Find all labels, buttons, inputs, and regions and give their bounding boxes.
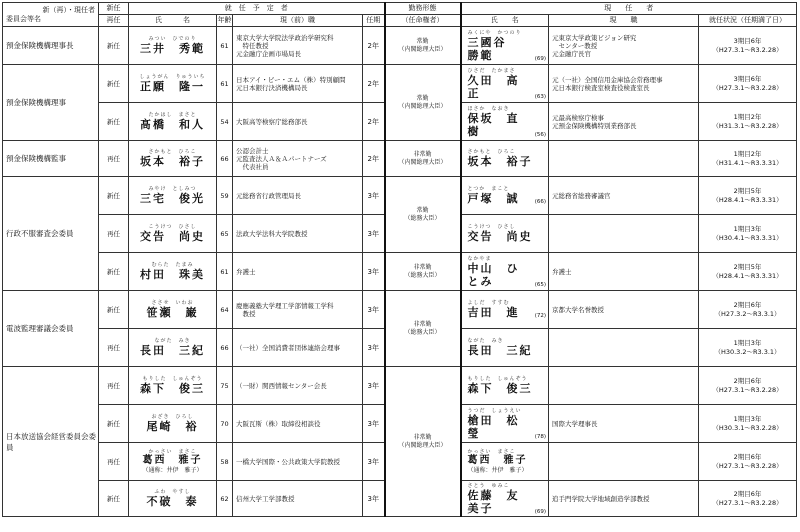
- incumbent-status: 2期目6年 （H27.3.2〜R3.3.1）: [699, 291, 797, 329]
- appointment-status: 新任: [99, 103, 129, 141]
- nominee-age: 58: [217, 443, 233, 481]
- nominee-career: 弁護士: [233, 253, 363, 291]
- status2-header: 再任: [99, 15, 129, 27]
- employment-type: 常勤 （内閣総理大臣）: [385, 27, 461, 65]
- employment-header: 勤務形態: [385, 3, 461, 15]
- nominee-kana: たかはし まさと: [148, 112, 197, 118]
- nominee-name: 不破 泰: [146, 495, 199, 508]
- incumbent-status: 2期目6年 （H27.3.1〜R3.2.28）: [699, 481, 797, 517]
- nominee-name: 正願 隆一: [140, 80, 205, 93]
- term-length: 3年: [363, 253, 385, 291]
- nominee-age: 61: [217, 65, 233, 103]
- incumbent-status: 2期目6年 （H27.3.1〜R3.2.28）: [699, 367, 797, 405]
- position-name: 預金保険機構監事: [3, 141, 99, 177]
- appointment-status: 新任: [99, 65, 129, 103]
- incumbent-status: 3期目6年 （H27.3.1〜R3.2.28）: [699, 27, 797, 65]
- nominee-kana: ふわ やすし: [154, 489, 191, 495]
- appointment-status: 再任: [99, 141, 129, 177]
- incumbent-kana: よしだ すすむ: [467, 300, 510, 306]
- incumbent-age: (78): [534, 433, 546, 440]
- nominee-name-cell: [129, 329, 217, 367]
- table-row: [3, 27, 797, 65]
- nominee-career: 大阪高等検察庁総務部長: [233, 103, 363, 141]
- incumbent-career: 弁護士: [549, 253, 699, 291]
- nominee-name: 交告 尚史: [140, 230, 205, 243]
- nominee-name: 村田 珠美: [140, 268, 205, 281]
- incumbent-kana: とつか まこと: [467, 186, 510, 192]
- nominee-alias: （通称：井伊 雅子）: [142, 467, 203, 474]
- term-header: 任期: [363, 15, 385, 27]
- employment-type: 非常勤 （総務大臣）: [385, 291, 461, 367]
- nominee-age: 64: [217, 291, 233, 329]
- incumbent-name: 中山 ひとみ: [467, 261, 520, 288]
- nominee-group-header: 就 任 予 定 者: [129, 3, 385, 15]
- nominee-kana: ながた みき: [154, 338, 191, 344]
- appointment-status: 再任: [99, 443, 129, 481]
- incumbent-career: 元最高検察庁検事 元預金保険機構特別業務部長: [549, 103, 699, 141]
- incumbent-name: 戸塚 誠: [467, 192, 520, 205]
- nominee-career: 日本アイ・ビー・エム（株）特別顧問 元日本銀行決済機構局長: [233, 65, 363, 103]
- incumbent-name-cell: [461, 27, 549, 65]
- incumbent-age: (69): [534, 55, 546, 62]
- nominee-name-cell: [129, 443, 217, 481]
- nominee-age: 54: [217, 103, 233, 141]
- incumbent-status: 1期目3年 （H30.3.2〜R3.3.1）: [699, 329, 797, 367]
- incumbent-name: 久田 高正: [467, 73, 520, 100]
- incumbent-name: 交告 尚史: [467, 230, 533, 243]
- nominee-name-cell: [129, 177, 217, 215]
- nominee-age: 66: [217, 329, 233, 367]
- status-header: 新任: [99, 3, 129, 15]
- appointment-status: 新任: [99, 405, 129, 443]
- incumbent-status: 1期目3年 （H30.3.1〜R3.2.28）: [699, 405, 797, 443]
- incumbent-status: 1期目3年 （H30.4.1〜R3.3.31）: [699, 215, 797, 253]
- incumbent-kana: ながた みき: [467, 338, 504, 344]
- incumbent-age: (66): [534, 199, 546, 205]
- nominee-name: 髙橋 和人: [140, 118, 205, 131]
- incumbent-career: 元総務省総務審議官: [549, 177, 699, 215]
- appointments-table: [2, 2, 797, 517]
- nominee-career: 一橋大学国際・公共政策大学院教授: [233, 443, 363, 481]
- nominee-age: 65: [217, 215, 233, 253]
- incumbent-name-cell: [461, 141, 549, 177]
- appointment-status: 再任: [99, 367, 129, 405]
- incumbent-status: 1期目2年 （H31.4.1〜R3.3.31）: [699, 141, 797, 177]
- table-row: [3, 253, 797, 291]
- nominee-name: 長田 三紀: [140, 344, 205, 357]
- career-header: 現（前）職: [233, 15, 363, 27]
- incumbent-group-header: 現 任 者: [461, 3, 797, 15]
- term-length: 3年: [363, 329, 385, 367]
- employment-type: 常勤 （内閣総理大臣）: [385, 65, 461, 141]
- incumbent-kana: かっさい まさこ: [467, 449, 516, 455]
- table-row: [3, 177, 797, 215]
- incumbent-status-header: 就任状況（任期満了日）: [699, 15, 797, 27]
- nominee-name-cell: [129, 253, 217, 291]
- nominee-name: 尾崎 裕: [146, 420, 199, 433]
- appointment-status: 新任: [99, 177, 129, 215]
- term-length: 3年: [363, 291, 385, 329]
- incumbent-name-cell: [461, 177, 549, 215]
- incumbent-status: 2期目5年 （H28.4.1〜R3.3.31）: [699, 253, 797, 291]
- appointment-status: 再任: [99, 329, 129, 367]
- incumbent-kana: なかやま: [467, 255, 492, 262]
- incumbent-career: 元（一社）全国信用金庫協会常務理事 元日本銀行検査室検査役検査室長: [549, 65, 699, 103]
- position-name: 電波監理審議会委員: [3, 291, 99, 367]
- position-name: 日本放送協会経営委員会委員: [3, 367, 99, 517]
- incumbent-name-cell: [461, 405, 549, 443]
- nominee-age: 70: [217, 405, 233, 443]
- incumbent-kana: さかもと ひろこ: [467, 149, 516, 155]
- nominee-kana: おざき ひろし: [151, 414, 194, 420]
- nominee-name-cell: [129, 65, 217, 103]
- incumbent-kana: ひさだ たかまさ: [467, 67, 516, 74]
- incumbent-name: 長田 三紀: [467, 344, 533, 357]
- nominee-age: 61: [217, 253, 233, 291]
- nominee-name: 三宅 俊光: [140, 192, 205, 205]
- position-name: 行政不服審査会委員: [3, 177, 99, 291]
- nominee-career: 信州大学工学部教授: [233, 481, 363, 517]
- nominee-kana: もりした しゅんぞう: [142, 376, 203, 382]
- nominee-name-cell: [129, 215, 217, 253]
- appointment-status: 新任: [99, 291, 129, 329]
- incumbent-name: 槍田 松瑩: [467, 413, 520, 440]
- incumbent-kana: ほさか なおき: [467, 105, 510, 112]
- incumbent-name-cell: [461, 329, 549, 367]
- incumbent-name-cell: [461, 481, 549, 517]
- incumbent-alias: （通称：井伊 雅子）: [467, 467, 528, 474]
- nominee-career: （一社）全国消費者団体連絡会理事: [233, 329, 363, 367]
- incumbent-name: 森下 俊三: [467, 382, 533, 395]
- incumbent-kana: こうけつ ひさし: [467, 224, 516, 230]
- nominee-career: 大阪瓦斯（株）取締役相談役: [233, 405, 363, 443]
- term-length: 2年: [363, 65, 385, 103]
- employment-type: 常勤 （総務大臣）: [385, 177, 461, 253]
- incumbent-name-cell: [461, 103, 549, 141]
- nominee-kana: しょうがん りゅういち: [139, 74, 206, 80]
- position-name: 預金保険機構理事長: [3, 27, 99, 65]
- nominee-career: 公認会計士 元監査法人Ａ＆Ａパートナーズ 代表社員: [233, 141, 363, 177]
- incumbent-career: [549, 443, 699, 481]
- incumbent-kana: うつだ しょうえい: [467, 407, 522, 414]
- nominee-name: 笹瀬 巌: [146, 306, 199, 319]
- incumbent-career-header: 現 職: [549, 15, 699, 27]
- nominee-name-cell: [129, 291, 217, 329]
- age-header: 年齢: [217, 15, 233, 27]
- nominee-age: 61: [217, 27, 233, 65]
- nominee-kana: さかもと ひろこ: [148, 149, 197, 155]
- incumbent-name-header: 氏 名: [461, 15, 549, 27]
- incumbent-age: (69): [534, 508, 546, 515]
- appointer-header: （任命権者）: [385, 15, 461, 27]
- nominee-career: （一財）関西情報センター会長: [233, 367, 363, 405]
- table-row: [3, 141, 797, 177]
- nominee-career: 法政大学法科大学院教授: [233, 215, 363, 253]
- table-row: [3, 367, 797, 405]
- incumbent-career: [549, 367, 699, 405]
- nominee-kana: むらた たまみ: [151, 262, 194, 268]
- nominee-career: 東京大学大学院法学政治学研究科 特任教授 元金融庁企画市場局長: [233, 27, 363, 65]
- incumbent-career: 追手門学院大学地域創造学部教授: [549, 481, 699, 517]
- term-length: 3年: [363, 481, 385, 517]
- table-row: [3, 65, 797, 103]
- nominee-name-cell: [129, 481, 217, 517]
- nominee-kana: こうけつ ひさし: [148, 224, 197, 230]
- nominee-name-cell: [129, 27, 217, 65]
- incumbent-career: 京都大学名誉教授: [549, 291, 699, 329]
- incumbent-name: 保坂 直樹: [467, 111, 520, 138]
- nominee-kana: みつい ひでのり: [148, 36, 197, 42]
- nominee-age: 62: [217, 481, 233, 517]
- corner-header: 新（再）・現任者 委員会等名: [3, 3, 99, 27]
- incumbent-name: 吉田 進: [467, 306, 520, 319]
- nominee-name-cell: [129, 405, 217, 443]
- table-row: [3, 291, 797, 329]
- employment-type: 非常勤 （内閣総理大臣）: [385, 141, 461, 177]
- incumbent-name-cell: [461, 367, 549, 405]
- incumbent-career: 元東京大学政策ビジョン研究 センター教授 元金融庁長官: [549, 27, 699, 65]
- term-length: 3年: [363, 405, 385, 443]
- incumbent-kana: さとう ゆみこ: [467, 482, 510, 489]
- incumbent-career: [549, 215, 699, 253]
- nominee-kana: かっさい まさこ: [148, 449, 197, 455]
- nominee-name-cell: [129, 367, 217, 405]
- incumbent-name: 佐藤 友美子: [467, 488, 520, 515]
- incumbent-status: 2期目5年 （H28.4.1〜R3.3.31）: [699, 177, 797, 215]
- employment-type: 非常勤 （内閣総理大臣）: [385, 367, 461, 517]
- appointment-status: 新任: [99, 253, 129, 291]
- appointment-status: 新任: [99, 27, 129, 65]
- incumbent-career: [549, 141, 699, 177]
- incumbent-age: (72): [534, 313, 546, 319]
- nominee-name: 坂本 裕子: [140, 155, 205, 168]
- nominee-name-cell: [129, 141, 217, 177]
- employment-type: 非常勤 （総務大臣）: [385, 253, 461, 291]
- position-name: 預金保険機構理事: [3, 65, 99, 141]
- incumbent-name: 葛西 雅子: [467, 455, 528, 466]
- name-header: 氏 名: [129, 15, 217, 27]
- incumbent-name-cell: [461, 291, 549, 329]
- nominee-name: 葛西 雅子: [142, 455, 203, 466]
- incumbent-name: 三國谷 勝範: [467, 35, 520, 62]
- nominee-name: 森下 俊三: [140, 382, 205, 395]
- term-length: 3年: [363, 177, 385, 215]
- incumbent-status: 2期目6年 （H27.3.1〜R3.2.28）: [699, 443, 797, 481]
- nominee-kana: ささせ いわお: [151, 300, 194, 306]
- incumbent-age: (56): [534, 131, 546, 138]
- incumbent-age: (63): [534, 93, 546, 100]
- incumbent-name-cell: [461, 215, 549, 253]
- incumbent-status: 3期目6年 （H27.3.1〜R3.2.28）: [699, 65, 797, 103]
- nominee-name-cell: [129, 103, 217, 141]
- nominee-kana: みやけ としみつ: [148, 186, 197, 192]
- term-length: 3年: [363, 215, 385, 253]
- term-length: 2年: [363, 27, 385, 65]
- incumbent-career: 国際大学理事長: [549, 405, 699, 443]
- term-length: 3年: [363, 443, 385, 481]
- nominee-age: 59: [217, 177, 233, 215]
- incumbent-kana: もりした しゅんぞう: [467, 376, 528, 382]
- term-length: 2年: [363, 103, 385, 141]
- term-length: 3年: [363, 367, 385, 405]
- incumbent-name-cell: [461, 443, 549, 481]
- nominee-age: 75: [217, 367, 233, 405]
- nominee-name: 三井 秀範: [140, 42, 205, 55]
- appointment-status: 再任: [99, 215, 129, 253]
- incumbent-status: 1期目2年 （H31.3.1〜R3.2.28）: [699, 103, 797, 141]
- incumbent-name-cell: [461, 253, 549, 291]
- nominee-age: 66: [217, 141, 233, 177]
- incumbent-kana: みくにや かつのり: [467, 29, 522, 36]
- incumbent-career: [549, 329, 699, 367]
- nominee-career: 元総務省行政管理局長: [233, 177, 363, 215]
- incumbent-age: (65): [534, 281, 546, 288]
- appointment-status: 新任: [99, 481, 129, 517]
- incumbent-name-cell: [461, 65, 549, 103]
- incumbent-name: 坂本 裕子: [467, 155, 533, 168]
- nominee-career: 慶應義塾大学理工学部情報工学科 教授: [233, 291, 363, 329]
- term-length: 2年: [363, 141, 385, 177]
